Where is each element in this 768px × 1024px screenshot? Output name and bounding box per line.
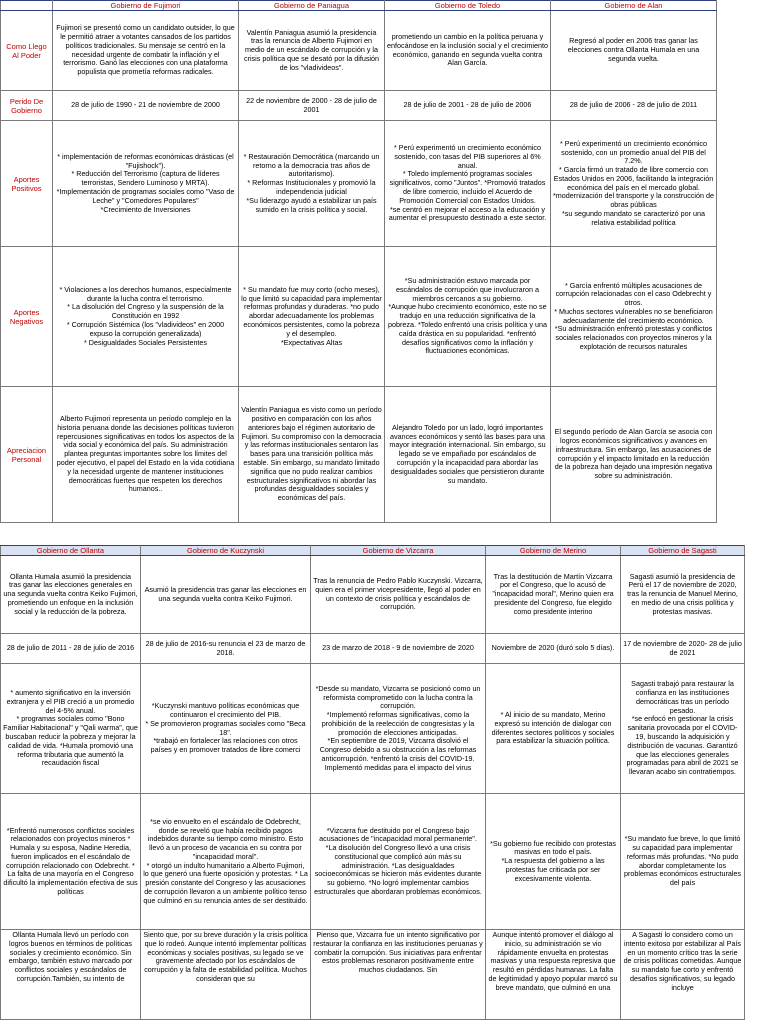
table-cell: *Su gobierno fue recibido con protestas masivas en todo el país. *La respuesta del gobierno a las protestas fue criticada por ser excesivamente violenta. [490, 839, 616, 883]
table-cell: 28 de julio de 2016-su renuncia el 23 de marzo de 2018. [145, 639, 306, 657]
table-cell: *Vizcarra fue destituido por el Congreso bajo acusaciones de "incapacidad moral permanente". *La disolución del Congreso llevó a una crisis constitucional que complicó aún más su administración. *Las desigualdades socioeconómicas se hicieron más evidentes durante su gobierno. *No logró implementar cambios estructurales que abordaran problemas económicos. [314, 826, 482, 896]
table-cell: Aunque intentó promover el diálogo al inicio, su administración se vio rápidamente envuelta en protestas masivas y una respuesta represiva que resultó en pérdidas humanas. La falta de legitimidad y apoyo popular marcó su breve mandato, que culminó en una [488, 931, 618, 992]
table-row [1, 11, 717, 91]
table-cell: Valentín Paniagua es visto como un período positivo en comparación con los años anteriores bajo el régimen autoritario de Fujimori. Su compromiso con la democracia y las reformas institucionales sentaron las bases para una transición política más estable. Sin embargo, su mandato limitado significa que no pudo realizar cambios estructurales significativos ni abordar las profundas desigualdades sociales y económicas del país. [241, 406, 382, 503]
table-cell: 28 de julio de 1990 - 21 de noviembre de 2000 [71, 101, 220, 110]
header-kuczynski: Gobierno de Kuczynski [141, 546, 311, 556]
table-cell: prometiendo un cambio en la política peruana y enfocándose en la inclusión social y el crecimiento económico, ganando en segunda vuelta contra Alan García. [387, 33, 548, 68]
header-toledo: Gobierno de Toledo [385, 1, 551, 11]
row-label-periodo: Perido De Gobierno [1, 91, 53, 121]
table-cell: *Su administración estuvo marcada por escándalos de corrupción que involucraron a miembros cercanos a su gobierno. *Aunque hubo crecimiento económico, este no se tradujo en una reducción significativa de la pobreza. *Toledo enfrentó una crisis política y una caída drástica en su popularidad. *enfrentó desafíos significativos como la inflación y fluctuaciones económicas. [387, 277, 548, 356]
table-row [1, 247, 717, 387]
table-cell: * Restauración Democrática (marcando un retorno a la democracia tras años de autoritarismo). * Reformas Institucionales y promovió la independencia judicial *Su liderazgo ayudó a estabilizar un país sumido en la crisis política y social. [243, 152, 380, 214]
row-label-como-llego: Como Llego Al Poder [1, 11, 53, 91]
table-row [1, 556, 745, 634]
table-row [1, 387, 717, 523]
header-merino: Gobierno de Merino [486, 546, 621, 556]
table-cell: Fujimori se presentó como un candidato outsider, lo que le permitió atraer a votantes cansados de los partidos políticos tradicionales. Su mensaje se centró en la necesidad urgente de combatir la inflación y el terrorismo. Ganó las elecciones con una plataforma populista que prometía reformas radicales. [56, 24, 235, 77]
table-cell: * Al inicio de su mandato, Merino expresó su intención de dialogar con diferentes sectores políticos y sociales para estabilizar la situación política. [491, 711, 615, 746]
table-row [1, 634, 745, 664]
table-cell: Sagasti trabajó para restaurar la confianza en las instituciones democráticas tras un período pesado. *se enfocó en gestionar la crisis sanitaria provocada por el COVID-19, buscando la adquisición y distribución de vacunas. Garantizó que las elecciones generales programadas para abril de 2021 se llevaran acabo sin contratiempos. [626, 680, 739, 777]
table-row [1, 930, 745, 1020]
table-cell: Tras la renuncia de Pedro Pablo Kuczynski. Vizcarra, quien era el primer vicepresidente, llegó al poder en un contexto de crisis política y escándalos de corrupción. [313, 577, 483, 612]
table-cell: * aumento significativo en la inversión extranjera y el PIB creció a un promedio del 4-5% anual. * programas sociales como "Bono Familiar Habitacional" y "Qali warma", que buscaban reducir la pobreza y mejorar la calidad de vida. *Humala promovió una reforma tributaria que aumentó la recaudación fiscal [3, 689, 138, 768]
header-alan: Gobierno de Alan [551, 1, 717, 11]
table-cell: El segundo período de Alan García se asocia con logros económicos significativos y avances en infraestructura. Sin embargo, las acusaciones de corrupción y el impacto limitado en la reducción de la pobreza han dejado una impresión negativa sobre su administración. [554, 428, 713, 481]
table-cell: 22 de noviembre de 2000 - 28 de julio de 2001 [246, 96, 377, 114]
table-header-row [1, 546, 745, 556]
table-cell: * Perú experimentó un crecimiento económico sostenido, con tasas del PIB superiores al 6% anual. * Toledo implementó programas sociales significativos, como "Juntos". *Promovió tratados de libre comercio, incluido el Acuerdo de Promoción Comercial con Estados Unidos. *se centró en mejorar el acceso a la educación y aumentar el presupuesto destinado a este sector. [388, 144, 547, 223]
header-fujimori: Gobierno de Fujimori [53, 1, 239, 11]
table-row [1, 91, 717, 121]
comparison-table-first-governments [0, 0, 717, 523]
table-cell: * implementación de reformas económicas drásticas (el "Fujishock"). * Reducción del Terrorismo (captura de líderes terroristas, Sendero Luminoso y MRTA). *Implementación de programas sociales como "Vaso de Leche" y "Comedores Populares" *Crecimiento de Inversiones [56, 152, 235, 214]
row-label-apreciacion: Apreciacion Personal [1, 387, 53, 523]
table-cell: * Su mandato fue muy corto (ocho meses), lo que limitó su capacidad para implementar reformas profundas y duraderas. *no pudo abordar adecuadamente los problemas económicos persistentes, como la pobreza y el desempleo. *Expectativas Altas [241, 285, 382, 347]
header-paniagua: Gobierno de Paniagua [239, 1, 385, 11]
table-cell: A Sagasti lo considero como un intento exitoso por estabilizar al País en un momento crítico tras la serie de crisis políticas cometidas. Aunque su mandato fue corto y enfrentó desafíos significativos, su legado incluye [623, 931, 742, 992]
table-cell: Pienso que, Vizcarra fue un intento significativo por restaurar la confianza en las instituciones peruanas y combatir la corrupción. Sus iniciativas para enfrentar estos problemas resonaron positivamente entre muchos ciudadanos. Sin [313, 931, 483, 975]
header-ollanta: Gobierno de Ollanta [1, 546, 141, 556]
table-cell: Valentín Paniagua asumió la presidencia tras la renuncia de Alberto Fujimori en medio de un escándalo de corrupción y la crisis política que se desató por la difusión de los "vladivideos". [243, 28, 380, 72]
table-cell: * García enfrentó múltiples acusaciones de corrupción relacionadas con el caso Odebrecht y otros. * Muchos sectores vulnerables no se beneficiaron adecuadamente del crecimiento económico. *Su administración enfrentó protestas y conflictos sociales relacionados con proyectos mineros y la explotación de recursos naturales [554, 281, 713, 351]
table-cell: * Violaciones a los derechos humanos, especialmente durante la lucha contra el terrorismo. * La disolución del Cngreso y la suspensión de la Constitución en 1992 * Corrupción Sistémica (los "vladivideos" en 2000 expuso la corrupción generalizada) * Desigualdades Sociales Persistentes [59, 285, 232, 347]
table-cell: 28 de julio de 2006 - 28 de julio de 2011 [569, 101, 698, 110]
table-cell: *se vio envuelto en el escándalo de Odebrecht, donde se reveló que había recibido pagos indebidos durante su tiempo como ministro. Esto llevó a un proceso de vacancia en su contra por "incapacidad moral". * otorgó un indulto humanitario a Alberto Fujimori, lo que generó una fuerte oposición y protestas. * La presión constante del Congreso y las acusaciones de corrupción llevaron a un ambiente político tenso que culminó en su renuncia antes de ser destituido. [143, 817, 308, 905]
table-cell: *Enfrentó numerosos conflictos sociales relacionados con proyectos mineros * Humala y su esposa, Nadine Heredia, fueron implicados en el escándalo de corrupción relacionado con Odebrecht. * La falta de una mayoría en el Congreso dificultó la implementación efectiva de sus políticas [3, 826, 138, 896]
table-cell: Regresó al poder en 2006 tras ganar las elecciones contra Ollanta Humala en una segunda vuelta. [567, 37, 700, 64]
table-cell: Asumió la presidencia tras ganar las elecciones en una segunda vuelta contra Keiko Fujimori. [144, 585, 307, 603]
table-cell: 28 de julio de 2001 - 28 de julio de 2006 [403, 101, 532, 110]
row-label-aportes-negativos: Aportes Negativos [1, 247, 53, 387]
header-vizcarra: Gobierno de Vizcarra [311, 546, 486, 556]
table-cell: 23 de marzo de 2018 - 9 de noviembre de 2020 [322, 644, 474, 653]
row-label-aportes-positivos: Aportes Positivos [1, 121, 53, 247]
table-cell: Siento que, por su breve duración y la crisis política que lo rodeó. Aunque intentó implementar políticas económicas y sociales positivas, su legado se ve gravemente afectado por los escándalos de corrupción y la falta de estabilidad política. Muchos consideran que su [143, 931, 308, 984]
table-cell: Alejandro Toledo por un lado, logró importantes avances económicos y sentó las bases para una mayor integración internacional. Sin embargo, su legado se ve empañado por escándalos de corrupción y la incapacidad para abordar las desigualdades sociales que persistieron durante su mandato. [389, 423, 546, 485]
table-cell: Sagasti asumió la presidencia de Perú el 17 de noviembre de 2020, tras la renuncia de Manuel Merino, en medio de una crisis política y protestas masivas. [627, 572, 738, 616]
table-cell: Alberto Fujimori representa un periodo complejo en la historia peruana donde las decisiones políticas tuvieron repercusiones significativas en todos los aspectos de la vida social y económica del país. Su administración plantea preguntas importantes sobre los límites del poder ejecutivo, el papel del Estado en la vida cotidiana y la necesidad urgente de mantener instituciones democráticas fuertes que respeten los derechos humanos.. [56, 415, 235, 494]
table-cell: Ollanta Humala llevó un período con logros buenos en términos de políticas sociales y crecimiento económico. Sin embargo, también estuvo marcado por conflictos sociales y escándalos de corrupción.También, su intento de [8, 931, 133, 984]
table-cell: Tras la destitución de Martín Vizcarra por el Congreso, que lo acusó de "incapacidad moral", Merino quien era presidente del Congreso, fue elegido como presidente interino [492, 572, 614, 616]
table-row [1, 664, 745, 794]
table-cell: *Kuczynski mantuvo políticas económicas que continuaron el crecimiento del PIB. * Se promovieron programas sociales como "Beca 18". *trabajó en fortalecer las relaciones con otros países y en promover tratados de libre comerci [145, 702, 306, 755]
table-cell: 28 de julio de 2011 - 28 de julio de 2016 [6, 644, 135, 653]
header-sagasti: Gobierno de Sagasti [621, 546, 745, 556]
table-corner-cell [1, 1, 53, 11]
table-cell: *Su mandato fue breve, lo que limitó su capacidad para implementar reformas más profundas. *No pudo abordar completamente los problemas económicos estructurales del país [623, 835, 742, 888]
table-cell: Noviembre de 2020 (duró solo 5 días). [491, 644, 615, 653]
table-cell: Ollanta Humala asumió la presidencia tras ganar las elecciones generales en una segunda vuelta contra Keiko Fujimori, prometiendo un enfoque en la inclusión social y la reducción de la pobreza. [3, 572, 138, 616]
table-row [1, 121, 717, 247]
table-cell: * Perú experimentó un crecimiento económico sostenido, con un promedio anual del PIB del 7.2%. * García firmó un tratado de libre comercio con Estados Unidos en 2006, facilitando la integración económica del país en el mercado global. *modernización del transporte y la construcción de obras públicas *su segundo mandato se caracterizó por una relativa estabilidad política [553, 139, 714, 227]
table-row [1, 794, 745, 930]
table-cell: *Desde su mandato, Vizcarra se posicionó como un reformista comprometido con la lucha contra la corrupción. *Implementó reformas significativas, como la prohibición de la reelección de congresistas y la promoción de elecciones anticipadas. *En septiembre de 2019, Vizcarra disolvió el Congreso debido a su obstrucción a las reformas anticorrupción. *enfrentó la crisis del COVID-19. Implementó medidas para el impacto del virus [315, 684, 481, 772]
table-header-row [1, 1, 717, 11]
table-cell: 17 de noviembre de 2020- 28 de julio de 2021 [623, 639, 742, 657]
comparison-table-later-governments [0, 545, 745, 1020]
